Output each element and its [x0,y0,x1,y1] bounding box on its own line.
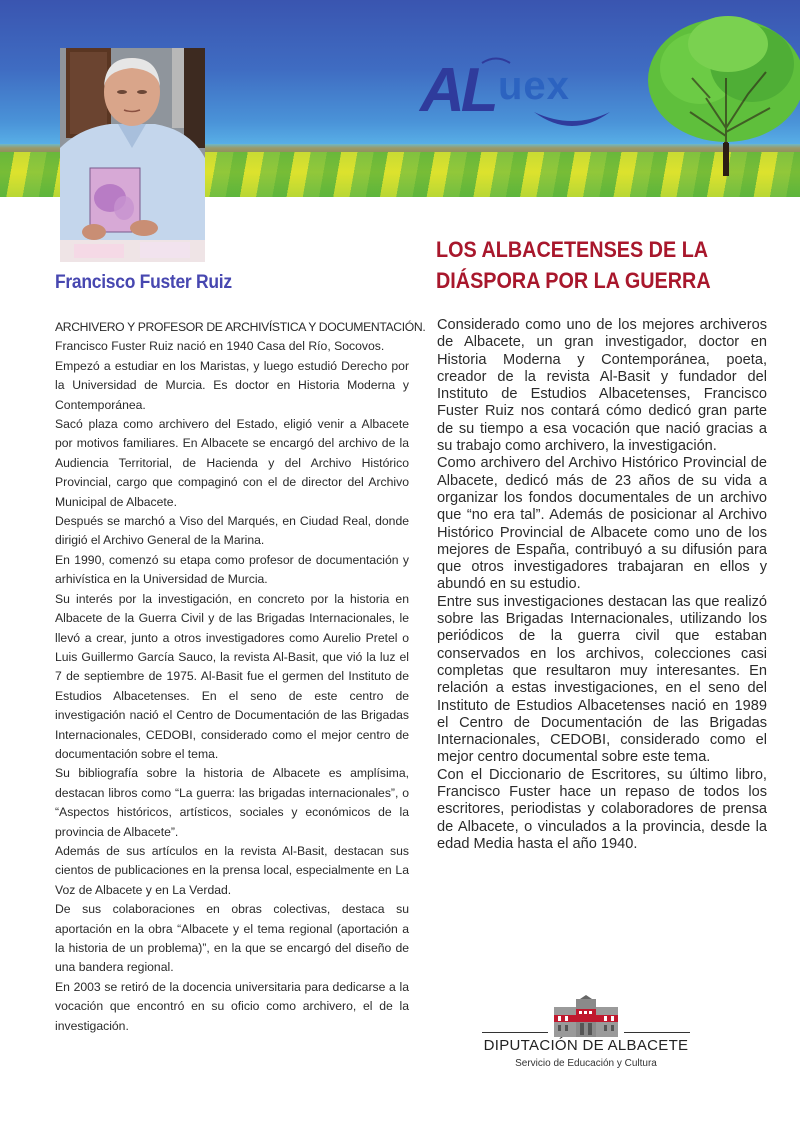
bio-paragraph: Francisco Fuster Ruiz nació en 1940 Casa del Río, Socovos. [55,339,385,354]
intro-paragraph: Como archivero del Archivo Histórico Provincial de Albacete, dedicó más de 23 años de su vida a organizar los fondos documentales de un archivo que “no era tal”. Además de posicionar al Archivo Histórico Provincial de Albacete como uno de los mejores de España, contribuyó a su difusión para que otros investigadores trabajaran en ellos y abundó en su estudio. [437,455,767,593]
diputacion-logo [482,995,690,1075]
bio-paragraph: Empezó a estudiar en los Maristas, y luego estudió Derecho por la Universidad de Murcia. Es doctor en Historia Moderna y Contemporánea. [55,358,409,412]
person-name: Francisco Fuster Ruiz [55,272,232,293]
organization-name: DIPUTACIÓN DE ALBACETE [483,1037,689,1054]
bio-paragraph: Después se marchó a Viso del Marqués, en Ciudad Real, donde dirigió el Archivo General de la Marina. [55,514,409,548]
bio-paragraph: ARCHIVERO Y PROFESOR DE ARCHIVÍSTICA Y DOCUMENTACIÓN. [55,320,426,334]
aluex-logo [420,58,630,138]
bio-paragraph: En 2003 se retiró de la docencia universitaria para dedicarse a la vocación que encontró en su oficio como archivero, el de la investigación. [55,979,409,1033]
bio-paragraph: En 1990, comenzó su etapa como profesor de documentación y arhivística en la Universidad de Murcia. [55,552,409,587]
bio-paragraph: Su bibliografía sobre la historia de Albacete es amplísima, destacan libros como “La guerra: las brigadas internacionales”, o “Aspectos históricos, artísticos, sociales y económicos de la provincia de Albacete”. [55,766,409,839]
bio-paragraph: De sus colaboraciones en obras colectivas, destaca su aportación en la obra “Albacete y el tema regional (aportación a la historia de un problema)”, en la que se encargó del diseño de una bandera regional. [55,902,409,975]
divider-line-right [624,1032,690,1033]
intro-paragraph: Considerado como uno de los mejores archiveros de Albacete, un gran investigador, doctor en Historia Moderna y Contemporánea, poeta, creador de la revista Al-Basit y fundador del Instituto de Estudios Albacetenses, Francisco Fuster Ruiz nos contará cómo dedicó gran parte de su tiempo a esa vocación que nació gracias a su trabajo como archivero, la investigación. [437,317,767,455]
logo-suffix: uex [498,64,570,108]
intro-paragraph: Entre sus investigaciones destacan las que realizó sobre las Brigadas Internacionales, utilizando los periódicos de la guerra civil que estaban conservados en los archivos, colecciones casi completas que resultaron muy interesantes. En relación a estas investigaciones, en el seno del Instituto de Estudios Albacetenses nació en 1989 el Centro de Documentación de las Brigadas Internacionales, CEDOBI, considerado como el mejor centro documental sobre este tema. [437,593,767,766]
portrait-photo [60,48,205,262]
portrait-illustration [60,48,205,262]
tree-illustration [640,8,800,178]
article-intro-column [437,317,767,853]
intro-paragraph: Con el Diccionario de Escritores, su último libro, Francisco Fuster hace un repaso de todos los escritores, periodistas y colaboradores de prensa de Albacete, o vinculados a la provincia, desde la edad Media hasta el año 1940. [437,766,767,852]
building-icon [554,995,618,1037]
logo-prefix: AL [420,56,495,125]
bio-paragraph: Además de sus artículos en la revista Al-Basit, destacan sus cientos de publicaciones en la prensa local, especialmente en La Voz de Albacete y en La Verdad. [55,843,409,897]
bio-paragraph: Sacó plaza como archivero del Estado, eligió venir a Albacete por motivos familiares. En Albacete se encargó del archivo de la Audiencia Territorial, de Hacienda y del Archivo Histórico Provincial, cargo que compaginó con el de director del Archivo Municipal de Albacete. [55,417,409,509]
divider-line-left [482,1032,548,1033]
biography-column [55,318,426,1036]
article-title-line-1: LOS ALBACETENSES DE LA [436,237,709,262]
bio-paragraph: Su interés por la investigación, en concreto por la historia en Albacete de la Guerra Civil y de las Brigadas Internacionales, le llevó a crear, junto a otros investigadores como Aurelio Pretel o Luis Guillermo García Sauco, la revista Al-Basit, que vió la luz el 7 de septiembre de 1975. Al-Basit fue el germen del Instituto de Estudios Albacetenses. En el seno de este centro de investigación nació el Centro de Documentación de las Brigadas Internacionales, CEDOBI, considerado como el mejor centro de documentación sobre el tema. [55,591,409,761]
article-title [436,234,733,296]
article-title-line-2: DIÁSPORA POR LA GUERRA [436,268,711,293]
organization-subtitle: Servicio de Educación y Cultura [515,1058,657,1069]
logo-smile-icon [532,110,612,130]
